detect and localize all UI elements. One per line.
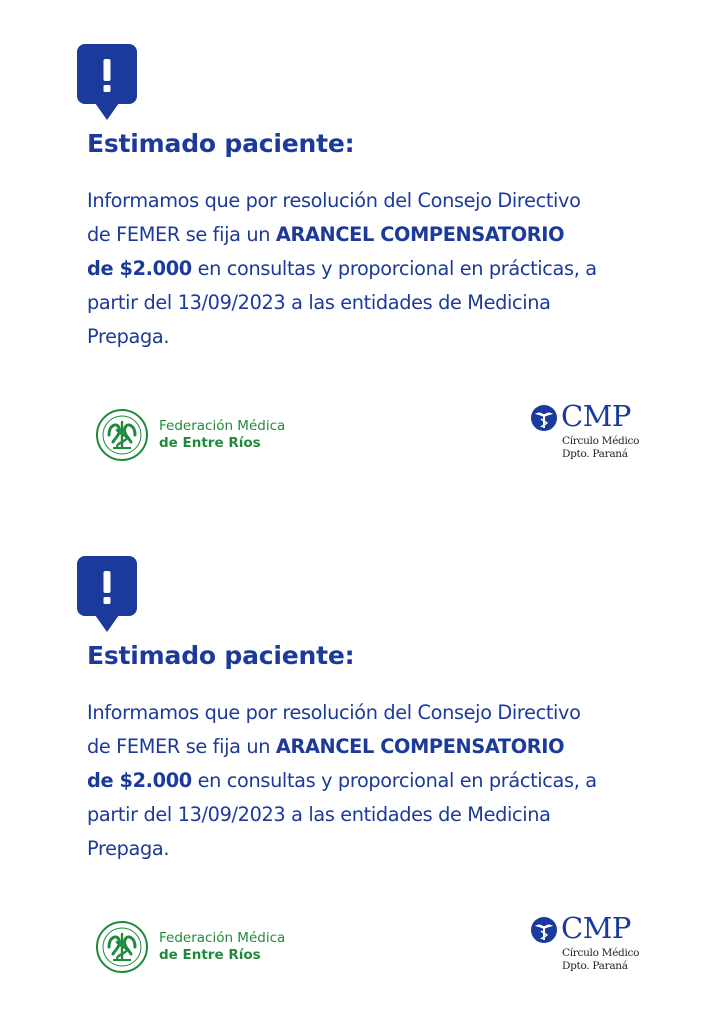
femer-name-line-1: Federación Médica xyxy=(159,418,286,434)
body-line-2-normal: de FEMER se fija un xyxy=(87,735,276,758)
femer-name-line-2: de Entre Ríos xyxy=(159,435,261,451)
body-line-2 xyxy=(87,730,687,764)
notice-body xyxy=(87,696,687,866)
amount-highlight: de $2.000 xyxy=(87,769,192,792)
femer-name xyxy=(159,930,285,964)
cmp-logo xyxy=(528,400,658,470)
femer-name-line-1: Federación Médica xyxy=(159,930,286,946)
femer-name-line-2: de Entre Ríos xyxy=(159,947,261,963)
notice-card-2 xyxy=(0,512,724,1024)
body-line-5: Prepaga. xyxy=(87,325,170,348)
cmp-subtitle xyxy=(562,947,639,973)
body-line-3-normal: en consultas y proporcional en prácticas, a xyxy=(191,257,597,280)
body-line-3 xyxy=(87,764,687,798)
exclamation-speech-bubble-icon xyxy=(77,556,137,632)
notice-heading: Estimado paciente: xyxy=(87,641,355,670)
notice-body xyxy=(87,184,687,354)
body-line-2 xyxy=(87,218,687,252)
body-line-4: partir del 13/09/2023 a las entidades de Medicina xyxy=(87,803,551,826)
cmp-logo xyxy=(528,912,658,982)
femer-seal-icon xyxy=(95,408,149,462)
cmp-subtitle-line-1: Círculo Médico xyxy=(562,947,640,959)
cmp-subtitle-line-1: Círculo Médico xyxy=(562,435,640,447)
body-line-1: Informamos que por resolución del Consejo Directivo xyxy=(87,189,581,212)
femer-logo xyxy=(95,408,315,464)
body-line-3-normal: en consultas y proporcional en prácticas, a xyxy=(191,769,597,792)
femer-logo xyxy=(95,920,315,976)
amount-highlight: de $2.000 xyxy=(87,257,192,280)
cmp-acronym: CMP xyxy=(561,911,631,945)
femer-seal-icon xyxy=(95,920,149,974)
cmp-subtitle xyxy=(562,435,639,461)
body-line-3 xyxy=(87,252,687,286)
cmp-acronym: CMP xyxy=(561,399,631,433)
cmp-subtitle-line-2: Dpto. Paraná xyxy=(562,448,628,460)
notice-heading: Estimado paciente: xyxy=(87,129,355,158)
arancel-highlight: ARANCEL COMPENSATORIO xyxy=(275,223,565,246)
body-line-4: partir del 13/09/2023 a las entidades de Medicina xyxy=(87,291,551,314)
femer-name xyxy=(159,418,285,452)
arancel-highlight: ARANCEL COMPENSATORIO xyxy=(275,735,565,758)
body-line-5: Prepaga. xyxy=(87,837,170,860)
body-line-2-normal: de FEMER se fija un xyxy=(87,223,276,246)
cmp-subtitle-line-2: Dpto. Paraná xyxy=(562,960,628,972)
exclamation-speech-bubble-icon xyxy=(77,44,137,120)
caduceus-circle-icon xyxy=(530,404,558,432)
body-line-1: Informamos que por resolución del Consejo Directivo xyxy=(87,701,581,724)
caduceus-circle-icon xyxy=(530,916,558,944)
